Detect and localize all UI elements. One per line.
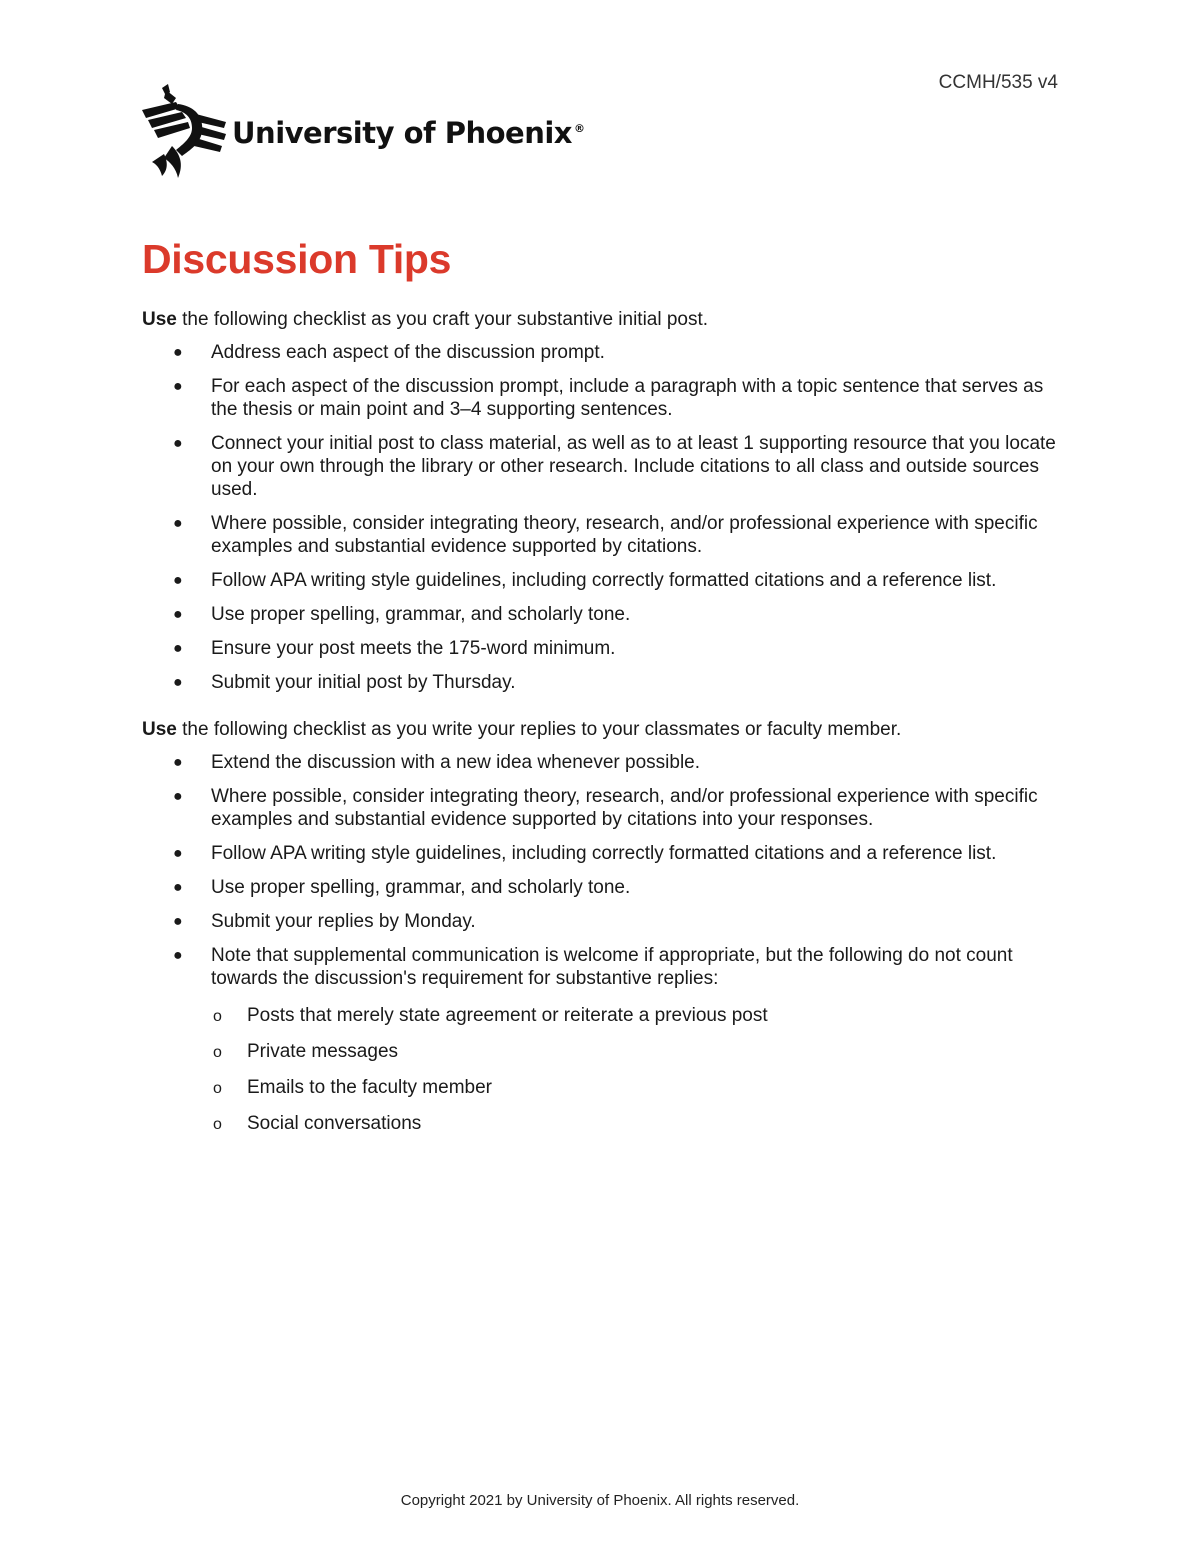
bullet-icon: ●: [173, 435, 183, 452]
sublist-item: [211, 1004, 1062, 1027]
intro-bold: Use: [142, 309, 177, 330]
list-item: [142, 341, 1062, 364]
list-item-text: For each aspect of the discussion prompt, include a paragraph with a topic sentence that serves as the thesis or main point and 3–4 supporting sentences.: [211, 376, 1044, 420]
list-item: [142, 603, 1062, 626]
list-item-text: Use proper spelling, grammar, and scholarly tone.: [211, 604, 631, 625]
sublist-item: [211, 1076, 1062, 1099]
bullet-icon: ●: [173, 754, 183, 771]
list-item-text: Submit your replies by Monday.: [211, 911, 476, 932]
list-item-text: Follow APA writing style guidelines, including correctly formatted citations and a reference list.: [211, 570, 997, 591]
list-item-text: Connect your initial post to class material, as well as to at least 1 supporting resource that you locate on your own through the library or other research. Include citations to all class and outside sources used.: [211, 433, 1056, 500]
replies-checklist: [142, 751, 1062, 1135]
list-item-text: Submit your initial post by Thursday.: [211, 672, 516, 693]
registered-mark: ®: [574, 122, 585, 136]
course-code: CCMH/535 v4: [938, 72, 1058, 93]
sublist-item-text: Social conversations: [247, 1113, 422, 1134]
list-item-text: Follow APA writing style guidelines, including correctly formatted citations and a reference list.: [211, 843, 997, 864]
list-item: [142, 375, 1062, 421]
list-item-text: Where possible, consider integrating theory, research, and/or professional experience with specific examples and substantial evidence supported by citations into your responses.: [211, 786, 1038, 830]
intro-bold: Use: [142, 719, 177, 740]
circle-bullet-icon: o: [213, 1044, 222, 1061]
list-item-text: Extend the discussion with a new idea whenever possible.: [211, 752, 701, 773]
circle-bullet-icon: o: [213, 1080, 222, 1097]
section-intro-replies: [142, 718, 1062, 741]
list-item-text: Ensure your post meets the 175-word minimum.: [211, 638, 616, 659]
bullet-icon: ●: [173, 947, 183, 964]
list-item: [142, 944, 1062, 1135]
list-item: [142, 785, 1062, 831]
phoenix-bird-icon: [142, 84, 226, 178]
list-item: [142, 432, 1062, 501]
intro-text: the following checklist as you craft your substantive initial post.: [176, 309, 709, 330]
list-item-text: Use proper spelling, grammar, and scholarly tone.: [211, 877, 631, 898]
bullet-icon: ●: [173, 913, 183, 930]
bullet-icon: ●: [173, 674, 183, 691]
initial-post-checklist: [142, 341, 1062, 694]
bullet-icon: ●: [173, 788, 183, 805]
list-item: [142, 751, 1062, 774]
non-counting-replies-list: [211, 1004, 1062, 1135]
bullet-icon: ●: [173, 378, 183, 395]
list-item: [142, 842, 1062, 865]
logo-wordmark: [232, 116, 585, 150]
logo-text: University of Phoenix: [232, 116, 572, 150]
copyright-footer: Copyright 2021 by University of Phoenix. All rights reserved.: [400, 1492, 800, 1509]
bullet-icon: ●: [173, 845, 183, 862]
section-intro-initial-post: [142, 308, 1062, 331]
page-title: Discussion Tips: [142, 236, 452, 282]
circle-bullet-icon: o: [213, 1116, 222, 1133]
list-item: [142, 876, 1062, 899]
bullet-icon: ●: [173, 344, 183, 361]
document-body: [142, 308, 1062, 1148]
sublist-item: [211, 1040, 1062, 1063]
list-item: [142, 671, 1062, 694]
bullet-icon: ●: [173, 640, 183, 657]
sublist-item-text: Private messages: [247, 1041, 399, 1062]
sublist-item: [211, 1112, 1062, 1135]
list-item: [142, 512, 1062, 558]
bullet-icon: ●: [173, 572, 183, 589]
circle-bullet-icon: o: [213, 1008, 222, 1025]
sublist-item-text: Emails to the faculty member: [247, 1077, 492, 1098]
bullet-icon: ●: [173, 606, 183, 623]
list-item-text: Note that supplemental communication is welcome if appropriate, but the following do not count towards the discussion's requirement for substantive replies:: [211, 945, 1013, 989]
bullet-icon: ●: [173, 515, 183, 532]
list-item: [142, 637, 1062, 660]
university-logo: [142, 84, 585, 178]
list-item-text: Address each aspect of the discussion prompt.: [211, 342, 605, 363]
list-item: [142, 569, 1062, 592]
sublist-item-text: Posts that merely state agreement or reiterate a previous post: [247, 1005, 768, 1026]
intro-text: the following checklist as you write your replies to your classmates or faculty member.: [176, 719, 902, 740]
bullet-icon: ●: [173, 879, 183, 896]
list-item-text: Where possible, consider integrating theory, research, and/or professional experience with specific examples and substantial evidence supported by citations.: [211, 513, 1038, 557]
list-item: [142, 910, 1062, 933]
